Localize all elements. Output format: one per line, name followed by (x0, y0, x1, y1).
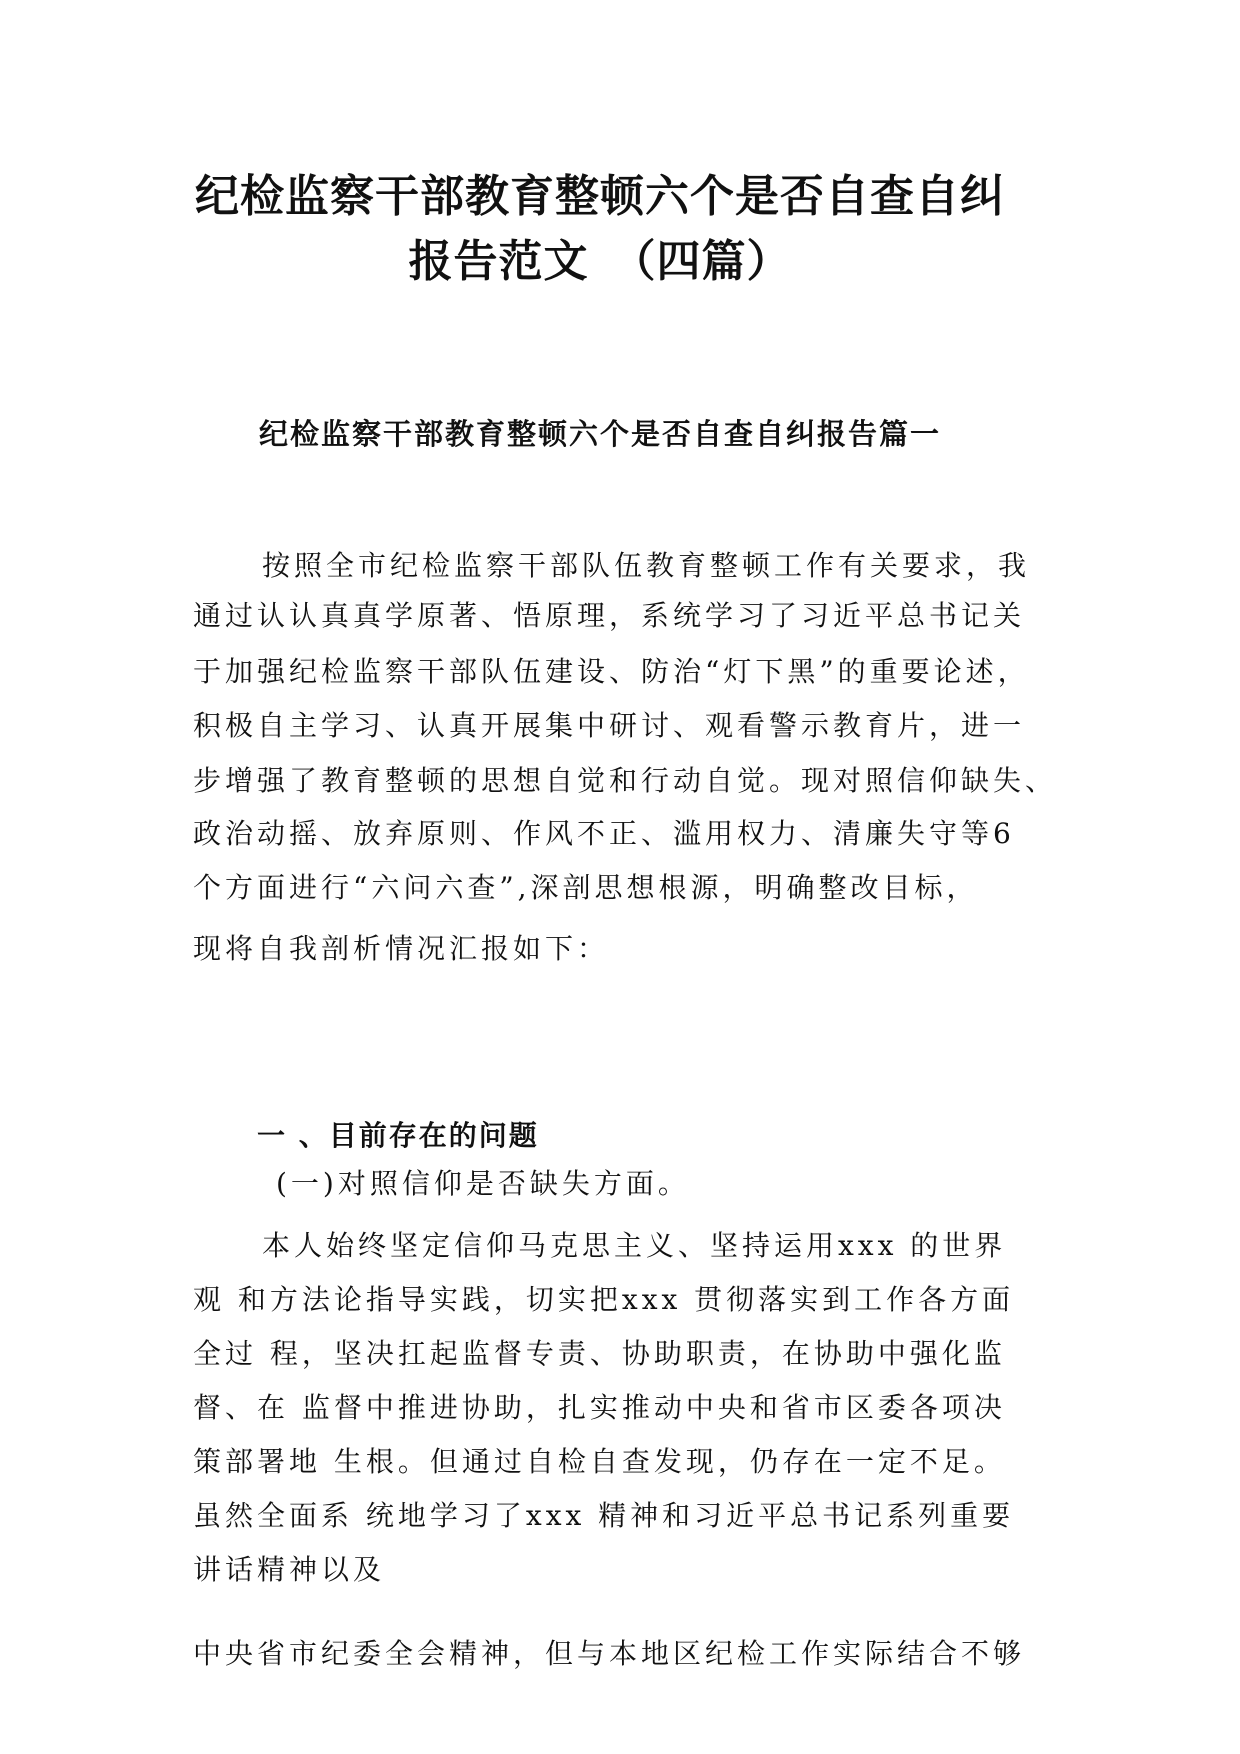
paragraph-line: 现将自我剖析情况汇报如下： (193, 932, 610, 965)
paragraph-line: 督、在 监督中推进协助，扎实推动中央和省市区委各项决 (193, 1391, 1006, 1424)
paragraph-line: 观 和方法论指导实践，切实把xxx 贯彻落实到工作各方面 (193, 1283, 1015, 1316)
document-title-line1: 纪检监察干部教育整顿六个是否自查自纠 (195, 171, 1005, 222)
document-title-line2: 报告范文 （四篇） (408, 236, 792, 287)
paragraph-line: 策部署地 生根。但通过自检自查发现，仍存在一定不足。 (193, 1445, 1006, 1478)
paragraph-line: 全过 程，坚决扛起监督专责、协助职责，在协助中强化监 (193, 1337, 1006, 1370)
paragraph-line: 本人始终坚定信仰马克思主义、坚持运用xxx 的世界 (262, 1229, 1007, 1262)
paragraph-line: 个方面进行“六问六查”,深剖思想根源，明确整改目标， (193, 871, 979, 904)
paragraph-line: 中央省市纪委全会精神，但与本地区纪检工作实际结合不够 (193, 1637, 1026, 1670)
subsection-heading: (一)对照信仰是否缺失方面。 (276, 1167, 690, 1200)
paragraph-line: 政治动摇、放弃原则、作风不正、滥用权力、清廉失守等6 (193, 817, 1015, 850)
paragraph-line: 积极自主学习、认真开展集中研讨、观看警示教育片，进一 (193, 709, 1026, 742)
section-subtitle: 纪检监察干部教育整顿六个是否自查自纠报告篇一 (258, 417, 941, 451)
paragraph-line: 步增强了教育整顿的思想自觉和行动自觉。现对照信仰缺失、 (193, 764, 1058, 797)
section-heading: 一 、目前存在的问题 (257, 1119, 539, 1152)
paragraph-line: 通过认认真真学原著、悟原理，系统学习了习近平总书记关 (193, 599, 1026, 632)
paragraph-line: 按照全市纪检监察干部队伍教育整顿工作有关要求，我 (262, 549, 1031, 582)
paragraph-line: 于加强纪检监察干部队伍建设、防治“灯下黑”的重要论述， (193, 655, 1030, 688)
paragraph-line: 讲话精神以及 (193, 1553, 386, 1586)
paragraph-line: 虽然全面系 统地学习了xxx 精神和习近平总书记系列重要 (193, 1499, 1015, 1532)
